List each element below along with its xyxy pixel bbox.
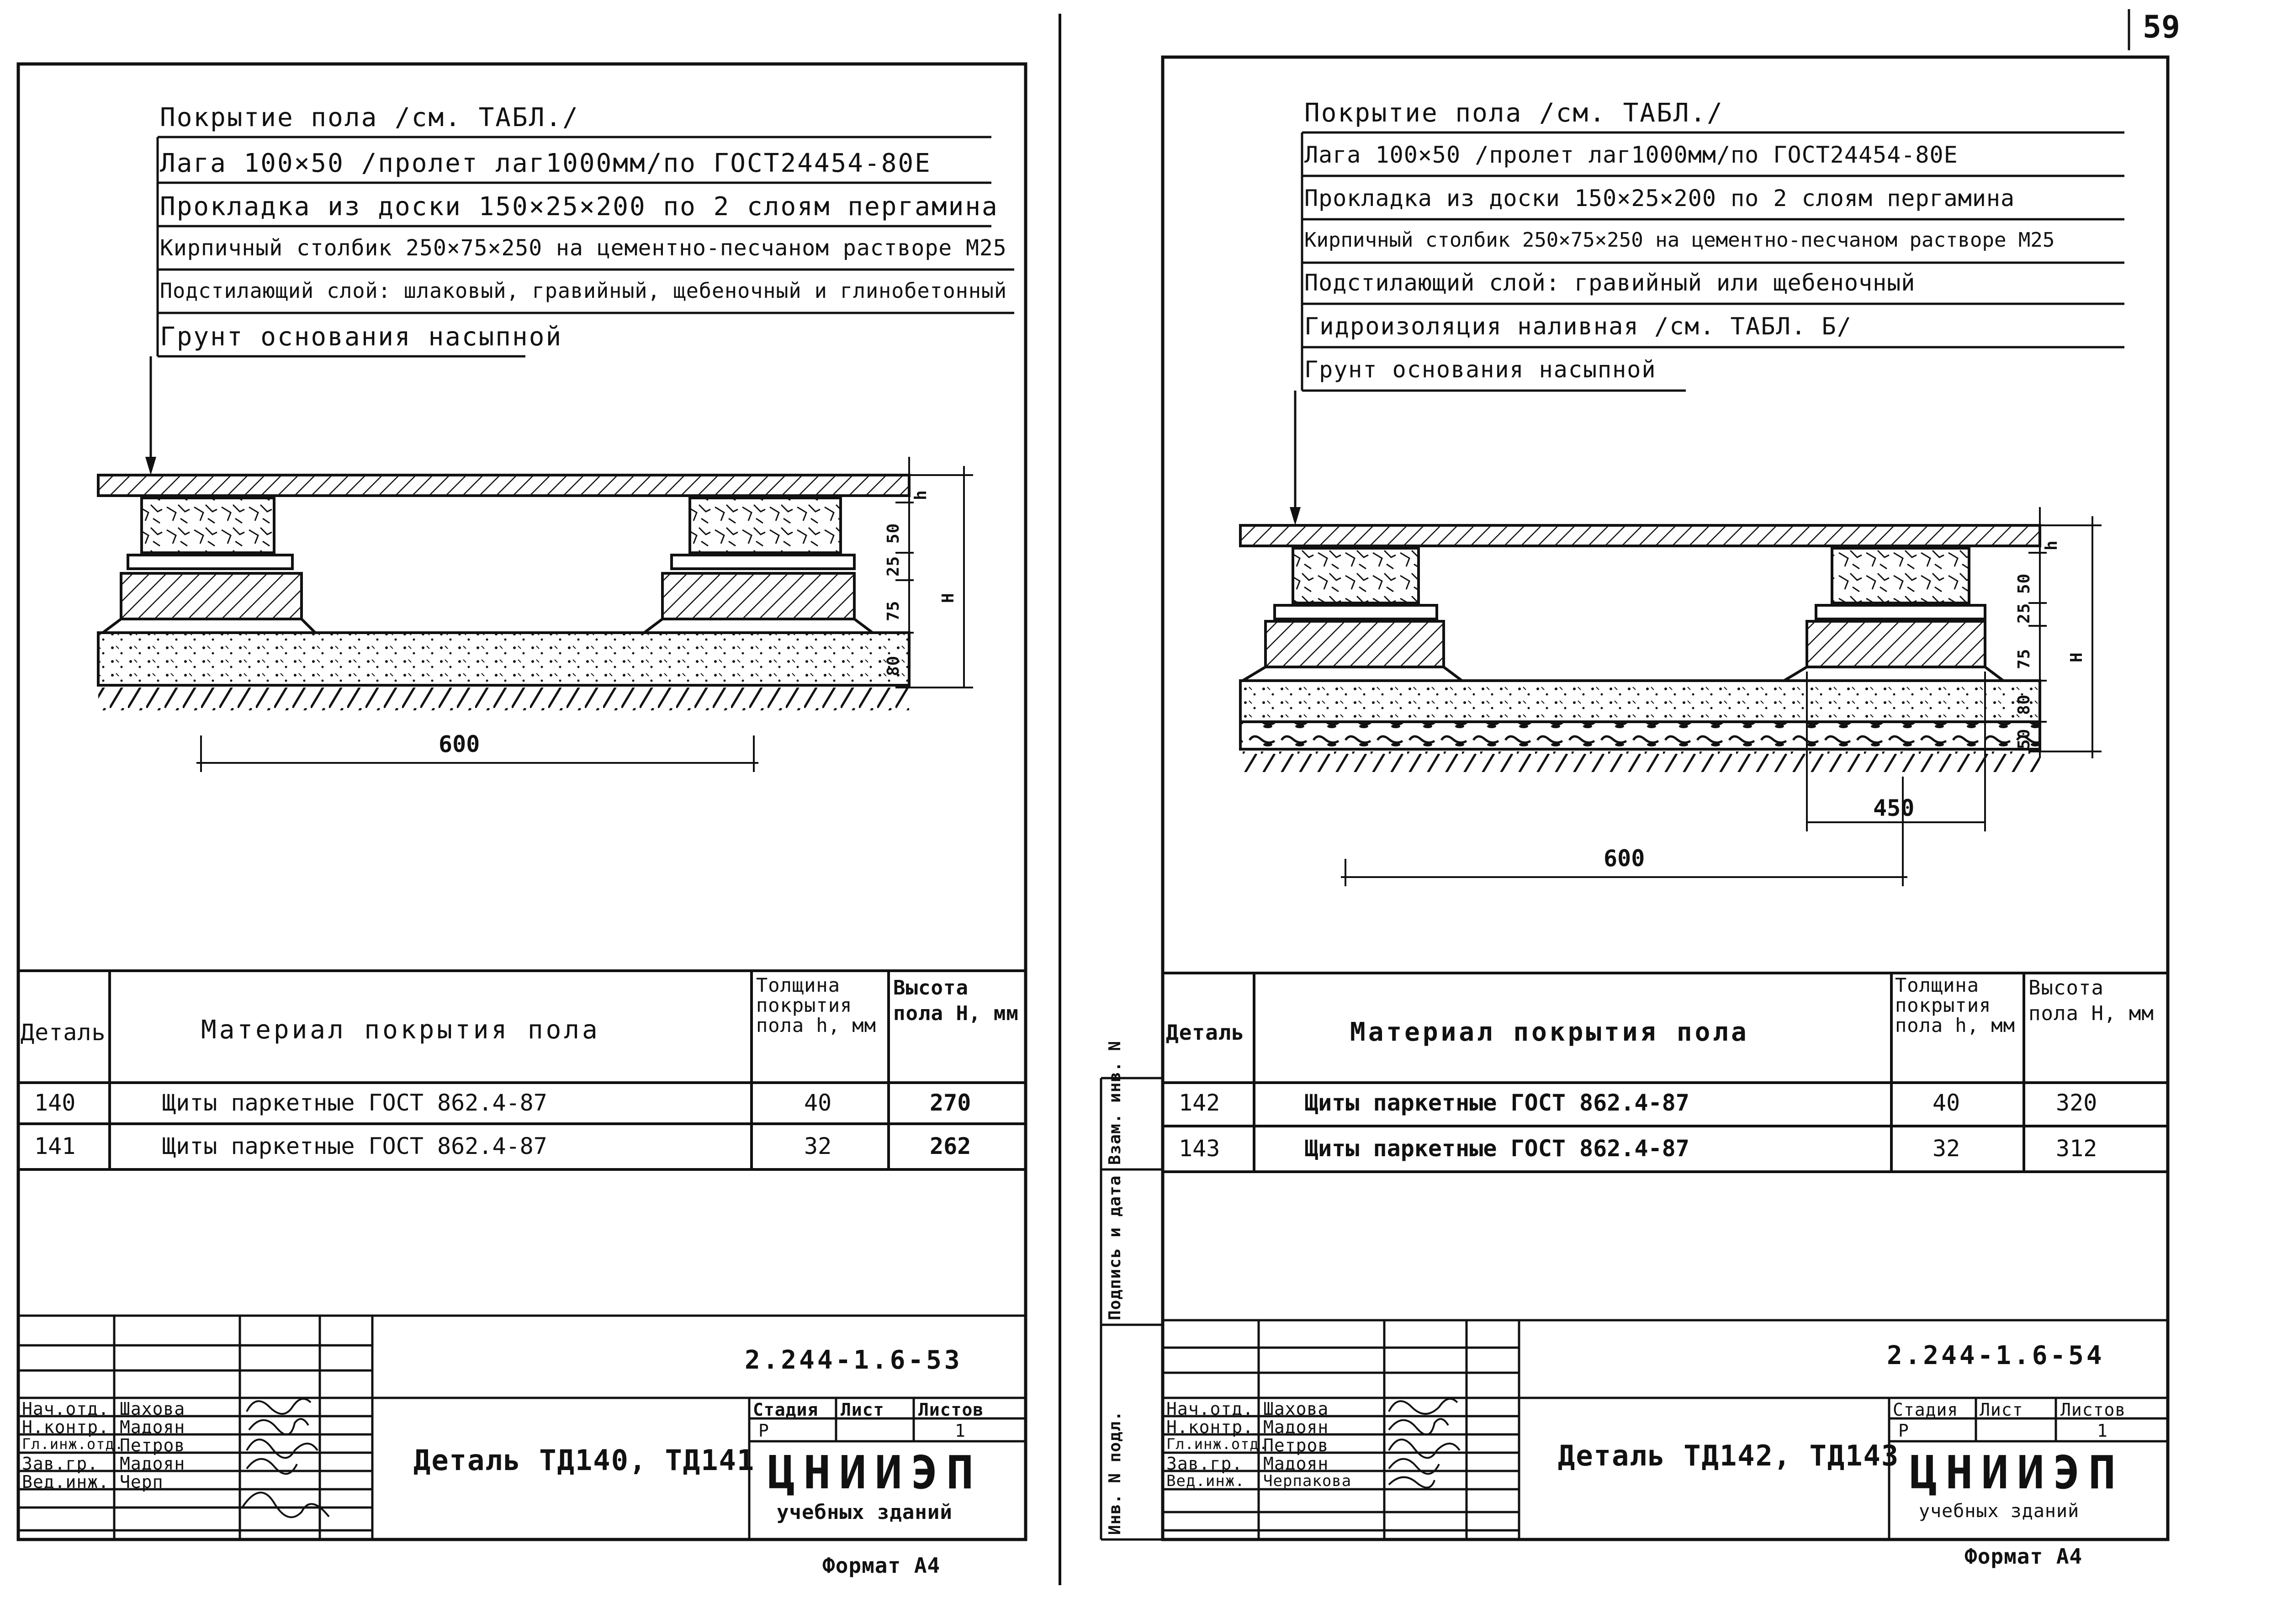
table-cell: Щиты паркетные ГОСТ 862.4-87 (162, 1133, 547, 1159)
side-label-sign: Подпись и дата (1106, 1175, 1124, 1320)
page-number: 59 (2143, 9, 2180, 45)
layer-label: Грунт основания насыпной (1304, 356, 1657, 383)
dim-450: 450 (1873, 795, 1915, 821)
stamp-name: Шахова (120, 1399, 185, 1419)
side-label-inv: Инв. N подл. (1106, 1410, 1124, 1535)
dim-50b: 50 (2015, 728, 2033, 749)
stamp-name: Мадоян (120, 1417, 185, 1437)
stamp-role: Вед.инж. (1166, 1472, 1245, 1490)
stamp-name: Черпакова (1263, 1472, 1352, 1490)
stamp-role: Нач.отд. (22, 1399, 110, 1419)
table-cell: 270 (930, 1090, 971, 1116)
stamp-role: Гл.инж.отд. (1166, 1435, 1268, 1453)
stamp-title: Деталь ТД140, ТД141 (413, 1444, 755, 1477)
table-cell: 142 (1179, 1090, 1220, 1116)
stamp-stage-header: Стадия (1893, 1400, 1959, 1420)
layer-label: Лага 100×50 /пролет лаг1000мм/по ГОСТ24454-80Е (160, 148, 932, 178)
format-label: Формат А4 (822, 1553, 941, 1578)
layer-label: Подстилающий слой: гравийный или щебеночный (1304, 270, 1916, 296)
stamp-stage: Р (758, 1421, 769, 1441)
layer-label: Покрытие пола /см. ТАБЛ./ (160, 103, 579, 132)
table-cell: 262 (930, 1133, 971, 1159)
layer-label: Кирпичный столбик 250×75×250 на цементно-песчаном растворе М25 (160, 235, 1007, 261)
layer-label: Подстилающий слой: шлаковый, гравийный, щебеночный и глинобетонный (160, 279, 1007, 303)
dim-80: 80 (884, 655, 903, 676)
stamp-role: Вед.инж. (22, 1472, 110, 1492)
layer-label: Прокладка из доски 150×25×200 по 2 слоям пергамина (1304, 185, 2015, 212)
stamp-name: Мадоян (1263, 1454, 1329, 1474)
stamp-name: Мадоян (120, 1454, 185, 1474)
stamp-sheets-header: Листов (2060, 1400, 2126, 1420)
table-cell: Щиты паркетные ГОСТ 862.4-87 (1304, 1090, 1689, 1116)
table-cell: 32 (804, 1133, 832, 1159)
table-cell: 40 (804, 1090, 832, 1116)
dim-H: H (939, 592, 958, 603)
stamp-role: Гл.инж.отд. (22, 1435, 124, 1453)
stamp-name: Петров (120, 1435, 185, 1455)
table-header-height: Высота пола H, мм (2028, 976, 2154, 1025)
table-header-height: Высота пола H, мм (893, 976, 1019, 1025)
stamp-sheets: 1 (955, 1421, 966, 1441)
dim-h: h (911, 490, 930, 500)
stamp-name: Черп (120, 1472, 164, 1492)
dim-600: 600 (1604, 845, 1645, 872)
detail-drawing-right (1240, 507, 2102, 886)
stamp-name: Петров (1263, 1435, 1329, 1455)
table-cell: 320 (2056, 1090, 2097, 1116)
layer-label: Кирпичный столбик 250×75×250 на цементно-песчаном растворе М25 (1304, 228, 2055, 252)
table-header-material: Материал покрытия пола (201, 1015, 600, 1045)
table-header-thickness: Толщина покрытия пола h, мм (756, 974, 876, 1037)
stamp-name: Мадоян (1263, 1417, 1329, 1437)
detail-drawing-left (98, 457, 973, 772)
format-label: Формат А4 (1964, 1544, 2083, 1569)
dim-25: 25 (2015, 603, 2033, 624)
dim-50: 50 (2015, 573, 2033, 594)
dim-h: h (2042, 540, 2061, 550)
stamp-role: Нач.отд. (1166, 1399, 1254, 1419)
dim-25: 25 (884, 555, 903, 577)
table-cell: Щиты паркетные ГОСТ 862.4-87 (162, 1090, 547, 1116)
doc-code: 2.244-1.6-54 (1887, 1341, 2105, 1370)
side-label-replace: Взам. инв. N (1106, 1040, 1124, 1165)
stamp-role: Н.контр. (22, 1417, 110, 1437)
layer-label: Прокладка из доски 150×25×200 по 2 слоям пергамина (160, 192, 999, 222)
layer-label: Покрытие пола /см. ТАБЛ./ (1304, 98, 1724, 128)
stamp-role: Н.контр. (1166, 1417, 1254, 1437)
table-cell: 312 (2056, 1135, 2097, 1162)
doc-code: 2.244-1.6-53 (745, 1345, 963, 1375)
org-name: ЦНИИЭП (768, 1446, 982, 1499)
layer-label: Лага 100×50 /пролет лаг1000мм/по ГОСТ24454-80Е (1304, 142, 1958, 168)
org-subtitle: учебных зданий (777, 1501, 953, 1524)
stamp-name: Шахова (1263, 1399, 1329, 1419)
org-subtitle: учебных зданий (1919, 1501, 2080, 1522)
table-cell: 143 (1179, 1135, 1220, 1162)
table-header-detail: Деталь (21, 1019, 106, 1046)
layer-label: Грунт основания насыпной (160, 322, 563, 352)
table-header-thickness: Толщина покрытия пола h, мм (1895, 974, 2015, 1037)
table-cell: 32 (1933, 1135, 1960, 1162)
signatures-right (1389, 1399, 1460, 1487)
layer-label: Гидроизоляция наливная /см. ТАБЛ. Б/ (1304, 313, 1853, 340)
stamp-sheets-header: Листов (918, 1400, 984, 1420)
dim-600: 600 (439, 731, 480, 757)
stamp-stage: Р (1898, 1421, 1909, 1441)
dim-H: H (2067, 652, 2086, 662)
stamp-title: Деталь ТД142, ТД143 (1558, 1439, 1900, 1472)
stamp-role: Зав.гр. (22, 1454, 99, 1474)
stamp-stage-header: Стадия (753, 1400, 819, 1420)
table-cell: Щиты паркетные ГОСТ 862.4-87 (1304, 1135, 1689, 1162)
table-cell: 40 (1933, 1090, 1960, 1116)
stamp-sheet-header: Лист (1980, 1400, 2023, 1420)
table-cell: 141 (34, 1133, 76, 1159)
dim-50: 50 (884, 523, 903, 544)
stamp-sheets: 1 (2097, 1421, 2108, 1441)
table-header-detail: Деталь (1166, 1020, 1245, 1045)
dim-75: 75 (884, 600, 903, 621)
org-name: ЦНИИЭП (1910, 1446, 2124, 1499)
stamp-sheet-header: Лист (841, 1400, 884, 1420)
dim-75: 75 (2015, 648, 2033, 669)
dim-80: 80 (2015, 694, 2033, 715)
table-header-material: Материал покрытия пола (1350, 1017, 1749, 1047)
stamp-role: Зав.гр. (1166, 1454, 1243, 1474)
table-cell: 140 (34, 1090, 76, 1116)
